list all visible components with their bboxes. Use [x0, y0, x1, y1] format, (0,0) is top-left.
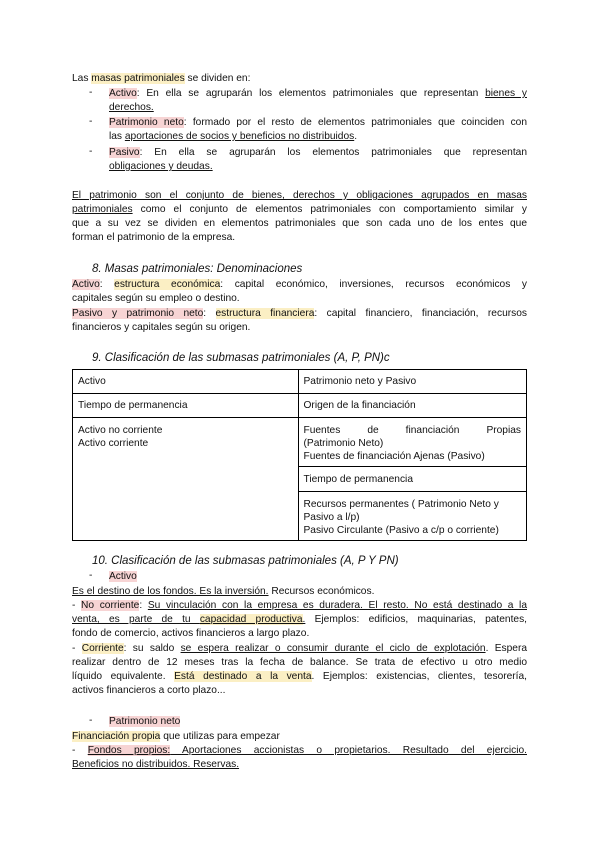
- bullet-activo: Activo: En ella se agruparán los elementos patrimoniales que representan bienes y: [109, 88, 527, 99]
- corriente-line: - Corriente: su saldo se espera realizar o consumir durante el ciclo de explotación. Espera: [72, 643, 527, 654]
- table-cell: Origen de la financiación: [298, 394, 527, 418]
- intro-line: Las masas patrimoniales se dividen en:: [72, 73, 251, 84]
- classification-table: [72, 369, 527, 541]
- table-cell: Recursos permanentes ( Patrimonio Neto y Pasivo a l/p) Pasivo Circulante (Pasivo a c/p o corriente): [298, 492, 527, 541]
- no-corriente-line: - No corriente: Su vinculación con la empresa es duradera. El resto. No está destinado a la: [72, 600, 527, 611]
- masas-highlight: masas patrimoniales: [91, 73, 185, 84]
- bullet-dash: -: [89, 715, 93, 726]
- table-cell: Patrimonio neto y Pasivo: [298, 370, 527, 394]
- bullet-activo-10: Activo: [109, 571, 137, 582]
- table-cell: Tiempo de permanencia: [73, 394, 299, 418]
- fondos-propios-line: - Fondos propios: Aportaciones accionistas o propietarios. Resultado del ejercicio.: [72, 745, 527, 756]
- bullet-dash: -: [89, 570, 93, 581]
- financiacion-propia-line: Financiación propia que utilizas para empezar: [72, 731, 280, 742]
- bullet-dash: -: [89, 146, 93, 157]
- bullet-patrimonio-neto: Patrimonio neto: formado por el resto de elementos patrimoniales que coinciden con: [109, 117, 527, 128]
- table-cell: Activo no corriente Activo corriente: [73, 418, 299, 541]
- table-cell: Activo: [73, 370, 299, 394]
- activo-definition: Es el destino de los fondos. Es la inversión. Recursos económicos.: [72, 586, 375, 597]
- table-cell: Tiempo de permanencia: [298, 467, 527, 492]
- sec8-pasivo-line: Pasivo y patrimonio neto: estructura financiera: capital financiero, financiación, recursos: [72, 308, 527, 319]
- sec8-activo-line: Activo: estructura económica: capital económico, inversiones, recursos económicos y: [72, 279, 527, 290]
- document-page: Las masas patrimoniales se dividen en: - Activo: En ella se agruparán los elementos patrimoniales que representan bienes y derechos. - Patrimonio neto: formado por el resto de elementos patrimoniales que coinciden con las aportaciones de socios y beneficios no distribuidos. - Pasivo: En ella se agruparán los elementos patrimoniales que representan obligaciones y deudas. El patrimonio son el conjunto de bienes, derechos y obligaciones agrupados en masas patrimoniales como el conjunto de elementos patrimoniales con comportamiento similar y que a su vez se dividen en elementos patrimoniales que son cada uno de los entes que forman el patrimonio de la empresa. 8. Masas patrimoniales: Denominaciones Activo: estructura económica: capital económico, inversiones, recursos económicos y capitales según su empleo o destino. Pasivo y patrimonio neto: estructura financiera: capital financiero, financiación, recursos financieros y capitales según su origen. 9. Clasificación de las submasas patrimoniales (A, P, PN)c Activo Patrimonio neto y Pasivo Tiempo de permanencia Origen de la financiación Activo no corriente Activo corriente Fuentes de financiación Propias (Patrimonio Neto) Fuentes de financiación Ajenas (Pasivo) Tiempo de permanencia Recursos permanentes ( Patrimonio Neto y Pasivo a l/p) Pasivo Circulante (Pasivo a c/p o corriente) 10. Clasificación de las submasas patrimoniales (A, P Y PN) - Activo Es el destino de los fondos. Es la inversión. Recursos económicos. - No corriente: Su vinculación con la empresa es duradera. El resto. No está destinado a la venta, es parte de tu capacidad productiva. Ejemplos: edificios, maquinarias, patentes, fondo de comercio, activos financieros a largo plazo. - Corriente: su saldo se espera realizar o consumir durante el ciclo de explotación. Espera realizar dentro de 12 meses tras la fecha de balance. Se trata de efectivo u otro medio líquido equivalente. Está destinado a la venta. Ejemplos: existencias, clientes, tesorería, activos financieros a corto plazo... - Patrimonio neto Financiación propia que utilizas para empezar - Fondos propios: Aportaciones accionistas o propietarios. Resultado del ejercicio. Beneficios no distribuidos. Reservas.: [72, 73, 528, 770]
- paragraph-patrimonio: El patrimonio son el conjunto de bienes, derechos y obligaciones agrupados en masas: [72, 190, 527, 201]
- heading-section-10: 10. Clasificación de las submasas patrimoniales (A, P Y PN): [92, 555, 399, 567]
- bullet-dash: -: [89, 116, 93, 127]
- heading-section-9: 9. Clasificación de las submasas patrimoniales (A, P, PN)c: [92, 352, 390, 364]
- heading-section-8: 8. Masas patrimoniales: Denominaciones: [92, 263, 303, 275]
- table-cell: Fuentes de financiación Propias (Patrimonio Neto) Fuentes de financiación Ajenas (Pasivo): [298, 418, 527, 467]
- bullet-pasivo: Pasivo: En ella se agruparán los elementos patrimoniales que representan: [109, 147, 527, 158]
- bullet-dash: -: [89, 87, 93, 98]
- bullet-patrimonio-neto-10: Patrimonio neto: [109, 716, 181, 727]
